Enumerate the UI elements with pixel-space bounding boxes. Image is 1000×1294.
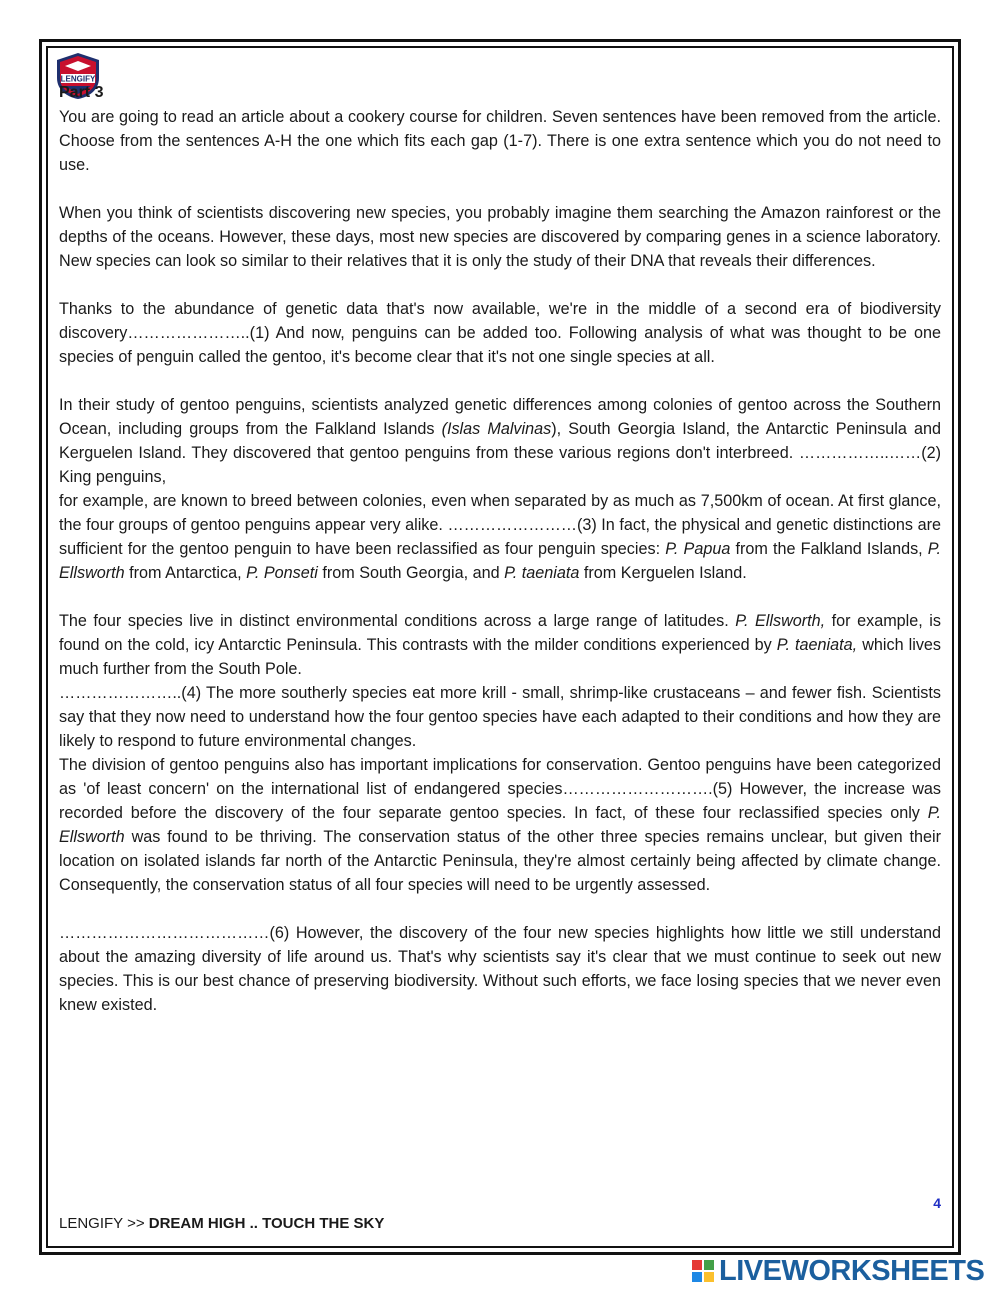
- paragraph-6: …………………..(4) The more southerly species eat more krill - small, shrimp-like crustaceans – and fewer fish. Scientists say that they now need to understand how the four gentoo species have each adapted to their conditions and how they are likely to respond to future environmental changes.: [59, 684, 941, 750]
- paragraph-7: The division of gentoo penguins also has important implications for conservation. Gentoo penguins have been categorized as 'of least concern' on the international list of endangered species……………………….(5) However, the increase was recorded before the discovery of the four separate gentoo species. In fact, of these four reclassified species only P. Ellsworth was found to be thriving. The conservation status of the other three species remains unclear, but given their location on isolated islands far north of the Antarctic Peninsula, they're almost certainly being affected by climate change. Consequently, the conservation status of all four species will need to be urgently assessed.: [59, 756, 941, 894]
- instructions: You are going to read an article about a cookery course for children. Seven sentences have been removed from the article. Choose from the sentences A-H the one which fits each gap (1-7). There is one extra sentence which you do not need to use.: [59, 108, 941, 174]
- watermark-text: LIVEWORKSHEETS: [719, 1254, 985, 1287]
- paragraph-5: The four species live in distinct environmental conditions across a large range of latitudes. P. Ellsworth, for example, is found on the cold, icy Antarctic Peninsula. This contrasts with the milder conditions experienced by P. taeniata, which lives much further from the South Pole.: [59, 612, 942, 678]
- paragraph-1: When you think of scientists discovering new species, you probably imagine them searching the Amazon rainforest or the depths of the oceans. However, these days, most new species are discovered by comparing genes in a science laboratory. New species can look so similar to their relatives that it is only the study of their DNA that reveals their differences.: [59, 204, 941, 270]
- paragraph-8: …………………………………(6) However, the discovery of the four new species highlights how little we still understand about the amazing diversity of life around us. That's why scientists say it's clear that we must continue to seek out new species. This is our best chance of preserving biodiversity. Without such efforts, we face losing species that we never even knew existed.: [59, 924, 941, 1014]
- liveworksheets-watermark[interactable]: [692, 1254, 984, 1288]
- paragraph-3: In their study of gentoo penguins, scientists analyzed genetic differences among colonies of gentoo across the Southern Ocean, including groups from the Falkland Islands (Islas Malvinas), South Georgia Island, the Antarctic Peninsula and Kerguelen Island. They discovered that gentoo penguins from these various regions don't interbreed. ……………..……(2) King penguins,: [59, 396, 942, 486]
- paragraph-4: for example, are known to breed between colonies, even when separated by as much as 7,500km of ocean. At first glance, the four groups of gentoo penguins appear very alike. ……………………(3) In fact, the physical and genetic distinctions are sufficient for the gentoo penguin to have been reclassified as four penguin species: P. Papua from the Falkland Islands, P. Ellsworth from Antarctica, P. Ponseti from South Georgia, and P. taeniata from Kerguelen Island.: [59, 492, 941, 582]
- article-content: [59, 105, 941, 1017]
- liveworksheets-logo-icon: [692, 1260, 714, 1282]
- logo-text: LENGIFY: [60, 74, 96, 84]
- footer: LENGIFY >> DREAM HIGH .. TOUCH THE SKY: [59, 1215, 385, 1232]
- paragraph-2: Thanks to the abundance of genetic data that's now available, we're in the middle of a second era of biodiversity discovery…………………..(1) And now, penguins can be added too. Following analysis of what was thought to be one species of penguin called the gentoo, it's become clear that it's not one single species at all.: [59, 300, 941, 366]
- part-title: Part 3: [59, 84, 104, 101]
- page-number: 4: [933, 1195, 941, 1211]
